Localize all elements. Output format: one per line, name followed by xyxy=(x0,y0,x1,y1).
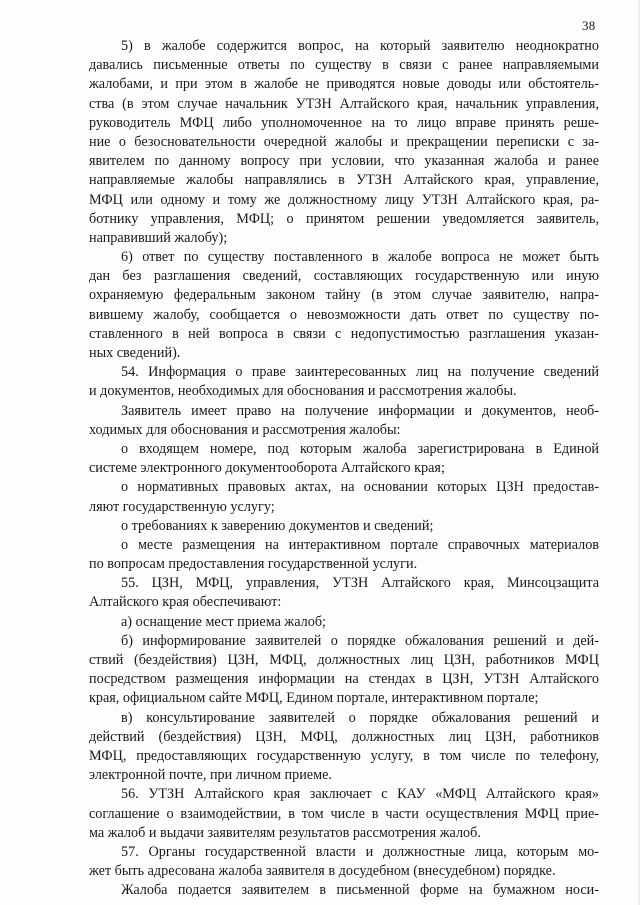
text-line: по вопросам предоставления государственной услуги. xyxy=(89,556,418,573)
text-line: 56. УТЗН Алтайского края заключает с КАУ «МФЦ Алтайского края» xyxy=(121,786,599,803)
text-line: а) оснащение мест приема жалоб; xyxy=(121,613,326,630)
text-line: в) консультирование заявителей о порядке обжалования решений и xyxy=(121,709,599,726)
text-line: ходимых для обоснования и рассмотрения жалобы: xyxy=(89,421,401,438)
text-line: б) информирование заявителей о порядке обжалования решений и дей- xyxy=(121,632,599,649)
text-line: и документов, необходимых для обоснования и рассмотрения жалобы. xyxy=(89,383,517,400)
text-line: жалобами, и при этом в жалобе не приводятся новые доводы или обстоятель- xyxy=(89,76,599,93)
text-line: 55. ЦЗН, МФЦ, управления, УТЗН Алтайского края, Минсоцзащита xyxy=(121,575,599,592)
document-body xyxy=(89,37,599,900)
text-line: о требованиях к заверению документов и сведений; xyxy=(121,517,434,534)
text-line: ботнику управления, МФЦ; о принятом решении уведомляется заявитель, xyxy=(89,210,599,227)
text-line: направляемые жалобы направлялись в УТЗН Алтайского края, управление, xyxy=(89,172,599,189)
text-line: 54. Информация о праве заинтересованных лиц на получение сведений xyxy=(121,364,599,381)
page-number: 38 xyxy=(582,18,596,33)
text-line: жет быть адресована жалоба заявителя в досудебном (внесудебном) порядке. xyxy=(89,863,556,880)
text-line: посредством размещения информации на стендах в ЦЗН, УТЗН Алтайского xyxy=(89,671,599,688)
text-line: ма жалоб и выдачи заявителям результатов рассмотрения жалоб. xyxy=(89,824,481,841)
text-line: ствий (бездействия) ЦЗН, МФЦ, должностных лиц ЦЗН, работников МФЦ xyxy=(89,652,599,668)
text-line: действий (бездействия) ЦЗН, МФЦ, должностных лиц ЦЗН, работников xyxy=(89,728,599,745)
text-line: давались письменные ответы по существу в связи с ранее направляемыми xyxy=(89,57,599,74)
text-line: руководитель МФЦ либо уполномоченное на то лицо вправе принять реше- xyxy=(89,114,599,131)
text-line: Жалоба подается заявителем в письменной форме на бумажном носи- xyxy=(121,882,599,899)
text-line: 5) в жалобе содержится вопрос, на который заявителю неоднократно xyxy=(121,38,599,54)
text-line: МФЦ или одному и тому же должностному лицу УТЗН Алтайского края, ра- xyxy=(89,191,599,208)
text-line: соглашение о взаимодействии, в том числе в части осуществления МФЦ прие- xyxy=(89,805,599,822)
text-line: ных сведений). xyxy=(89,345,181,361)
text-line: системе электронного документооборота Алтайского края; xyxy=(89,460,445,477)
text-line: электронной почте, при личном приеме. xyxy=(89,767,332,784)
text-line: 57. Органы государственной власти и должностные лица, которым мо- xyxy=(121,843,599,860)
text-line: края, официальном сайте МФЦ, Едином портале, интерактивном портале; xyxy=(89,690,539,707)
text-line: о нормативных правовых актах, на основании которых ЦЗН предостав- xyxy=(121,479,599,496)
text-line: ляют государственную услугу; xyxy=(89,498,275,515)
text-line: охраняемую федеральным законом тайну (в этом случае заявителю, напра- xyxy=(89,287,599,304)
text-line: 6) ответ по существу поставленного в жалобе вопроса не может быть xyxy=(121,249,599,266)
text-line: о входящем номере, под которым жалоба зарегистрирована в Единой xyxy=(121,440,599,457)
text-line: ства (в этом случае начальник УТЗН Алтайского края, начальник управления, xyxy=(89,95,599,112)
text-line: вившему жалобу, сообщается о невозможности дать ответ по существу по- xyxy=(89,306,599,323)
text-line: ставленного в ней вопроса в связи с недопустимостью разглашения указан- xyxy=(89,325,599,342)
text-line: дан без разглашения сведений, составляющих государственную или иную xyxy=(89,268,599,285)
text-line: Заявитель имеет право на получение информации и документов, необ- xyxy=(121,402,599,419)
text-line: явителем по данному вопросу при условии, что указанная жалоба и ранее xyxy=(89,153,599,170)
text-line: о месте размещения на интерактивном портале справочных материалов xyxy=(121,536,599,553)
text-line: ние о безосновательности очередной жалобы и прекращении переписки с за- xyxy=(89,133,599,150)
text-line: Алтайского края обеспечивают: xyxy=(89,594,282,611)
text-line: направивший жалобу); xyxy=(89,229,228,246)
text-line: МФЦ, предоставляющих государственную услугу, в том числе по телефону, xyxy=(89,747,599,764)
